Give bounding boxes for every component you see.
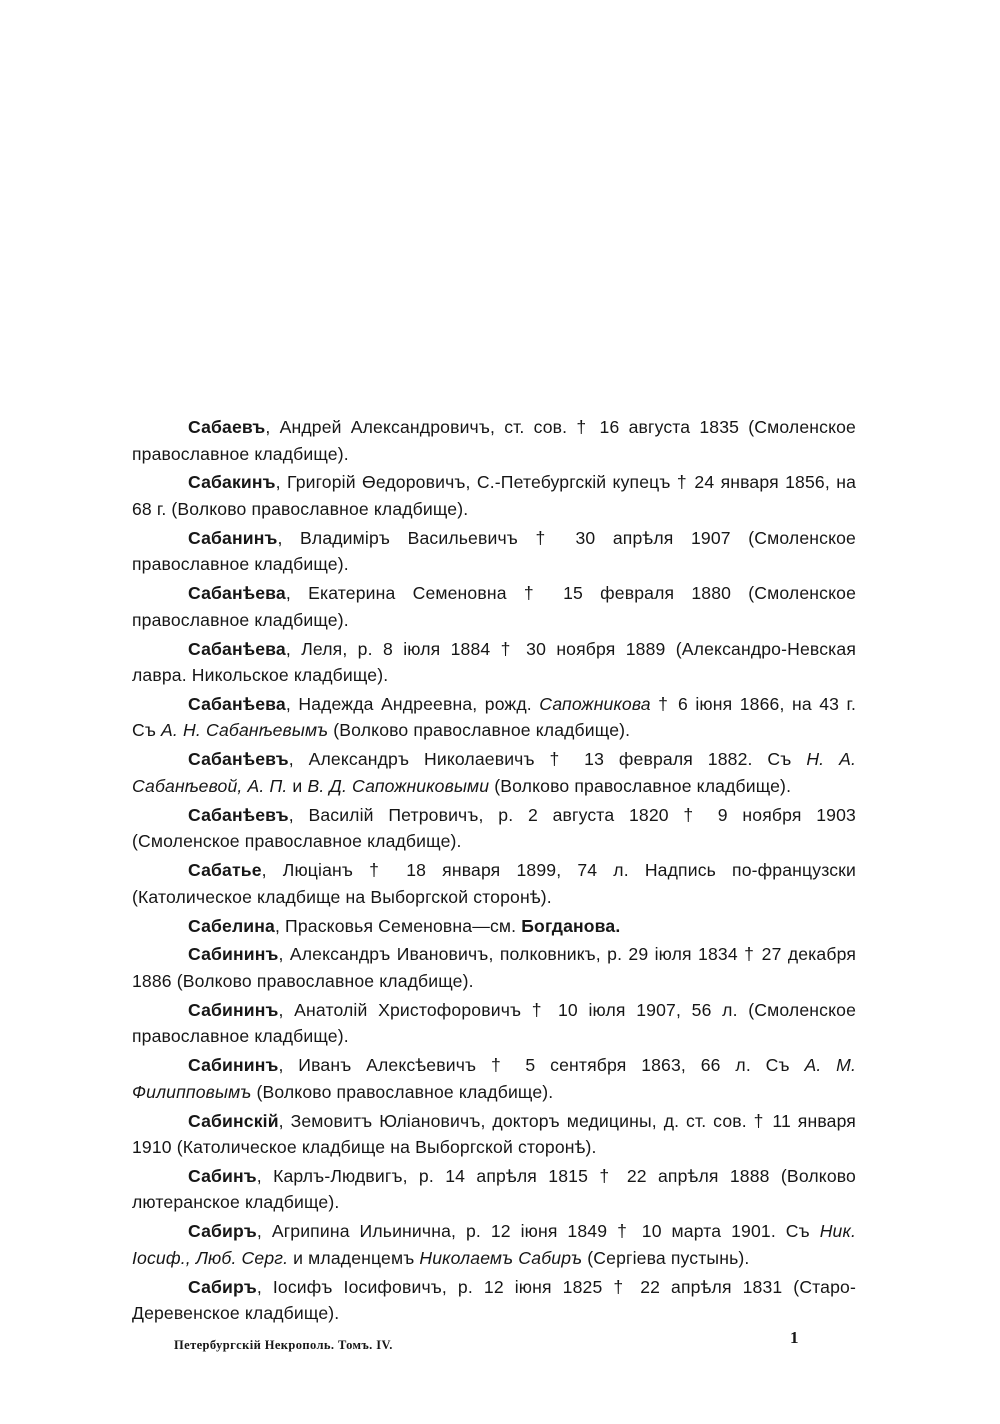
entry-surname: Сабаевъ — [188, 417, 266, 437]
entry-text: , Владиміръ Васильевичъ † 30 апрѣля 1907 (Смоленское православное кладбище). — [132, 527, 856, 575]
entry-text: † 6 іюня 1866, на 43 г. Съ — [132, 693, 856, 741]
entry-surname: Богданова. — [521, 915, 621, 936]
entry-text: , Люціанъ † 18 января 1899, 74 л. Надпись по-французски (Католическое кладбище на Выборгской сторонѣ). — [132, 860, 856, 907]
entry-text: , Прасковья Семеновна—см. — [274, 915, 522, 936]
entry-surname: Сабиръ — [188, 1276, 257, 1297]
entry — [132, 997, 856, 1050]
entry-text: (Сергіева пустынь). — [582, 1247, 750, 1268]
entry-italic-name: А. Н. Сабанѣевымъ — [161, 720, 329, 741]
entry-text: , Леля, р. 8 іюля 1884 † 30 ноября 1889 (Александро-Невская лавра. Никольское кладбище). — [132, 638, 856, 686]
entry-surname: Сабининъ — [188, 1055, 279, 1076]
entry-text: , Надежда Андреевна, рожд. — [285, 693, 540, 714]
entry — [132, 1274, 856, 1327]
entry-italic-name: А. М. Филипповымъ — [132, 1055, 856, 1102]
entry-surname: Сабанѣева — [188, 583, 286, 604]
entry — [132, 1108, 856, 1161]
entry-text: (Волково православное кладбище). — [251, 1081, 554, 1102]
entry-text: и младенцемъ — [288, 1247, 420, 1268]
running-footer: Петербургскій Некрополь. Томъ. IV. — [174, 1338, 393, 1352]
entry — [132, 941, 856, 994]
entry — [132, 414, 856, 467]
entry — [132, 580, 856, 633]
entry — [132, 636, 856, 689]
entry-text: и — [287, 775, 308, 796]
entry-text: , Анатолій Христофоровичъ † 10 іюля 1907, 56 л. (Смоленское православное кладбище). — [132, 999, 856, 1047]
entry-text: , Андрей Александровичъ, ст. сов. † 16 августа 1835 (Смоленское православное кладбище). — [132, 417, 856, 464]
entry-surname: Сабанѣева — [188, 693, 286, 714]
entry-text: , Василій Петровичъ, р. 2 августа 1820 † 9 ноября 1903 (Смоленское православное кладбище). — [132, 804, 856, 852]
entry-text: , Екатерина Семеновна † 15 февраля 1880 (Смоленское православное кладбище). — [132, 583, 856, 630]
entry-surname: Сабанѣевъ — [188, 804, 289, 825]
entry-text: (Волково православное кладбище). — [328, 720, 631, 741]
entry — [132, 1052, 856, 1105]
entry-text: (Волково православное кладбище). — [489, 775, 792, 796]
entry — [132, 802, 856, 855]
entry-italic-name: В. Д. Сапожниковыми — [307, 775, 490, 796]
entry-surname: Сабиръ — [188, 1221, 257, 1242]
entry — [132, 469, 856, 522]
entry — [132, 691, 856, 744]
entry-surname: Сабанѣевъ — [188, 749, 289, 770]
entry-text: , Иванъ Алексѣевичъ † 5 сентября 1863, 66 л. Съ — [278, 1055, 805, 1076]
entry-italic-name: Н. А. Сабанѣевой, А. П. — [132, 749, 857, 796]
entry-text: , Карлъ-Людвигъ, р. 14 апрѣля 1815 † 22 апрѣля 1888 (Волково лютеранское кладбище). — [132, 1165, 856, 1213]
entry-italic-name: Ник. Іосиф., Люб. Серг. — [132, 1221, 856, 1268]
entry-text: , Іосифъ Іосифовичъ, р. 12 іюня 1825 † 22 апрѣля 1831 (Старо-Деревенское кладбище). — [132, 1276, 856, 1324]
entry — [132, 1218, 856, 1271]
entry-text: , Александръ Николаевичъ † 13 февраля 1882. Съ — [288, 749, 807, 770]
entry — [132, 913, 856, 940]
entry-surname: Сабининъ — [188, 999, 279, 1020]
entry-surname: Сабатье — [188, 860, 262, 881]
entry-surname: Сабакинъ — [188, 472, 276, 493]
entry-surname: Сабанинъ — [188, 527, 278, 548]
entry-text: , Земовитъ Юліановичъ, докторъ медицины, д. ст. сов. † 11 января 1910 (Католическое кладбище на Выборгской сторонѣ). — [132, 1110, 856, 1158]
entry-surname: Сабелина — [188, 915, 275, 936]
entry — [132, 1163, 856, 1216]
entry-text: , Григорій Өедоровичъ, С.-Петебургскій купецъ † 24 января 1856, на 68 г. (Волково православное кладбище). — [132, 472, 856, 519]
entry-text: , Агрипина Ильинична, р. 12 іюня 1849 † 10 марта 1901. Съ — [256, 1221, 820, 1242]
entry — [132, 525, 856, 578]
entry-surname: Сабинъ — [188, 1165, 257, 1186]
entry-italic-name: Николаемъ Сабиръ — [419, 1247, 583, 1268]
entry-italic-name: Сапожникова — [539, 693, 651, 714]
entry — [132, 857, 856, 910]
page-number: 1 — [790, 1328, 799, 1347]
entry-surname: Сабининъ — [188, 944, 279, 965]
entry-surname: Сабинскій — [188, 1110, 279, 1131]
entry-text: , Александръ Ивановичъ, полковникъ, р. 29 іюля 1834 † 27 декабря 1886 (Волково православное кладбище). — [132, 944, 856, 991]
entry — [132, 746, 856, 799]
entry-surname: Сабанѣева — [188, 638, 286, 659]
necropolis-entries — [132, 414, 856, 1329]
